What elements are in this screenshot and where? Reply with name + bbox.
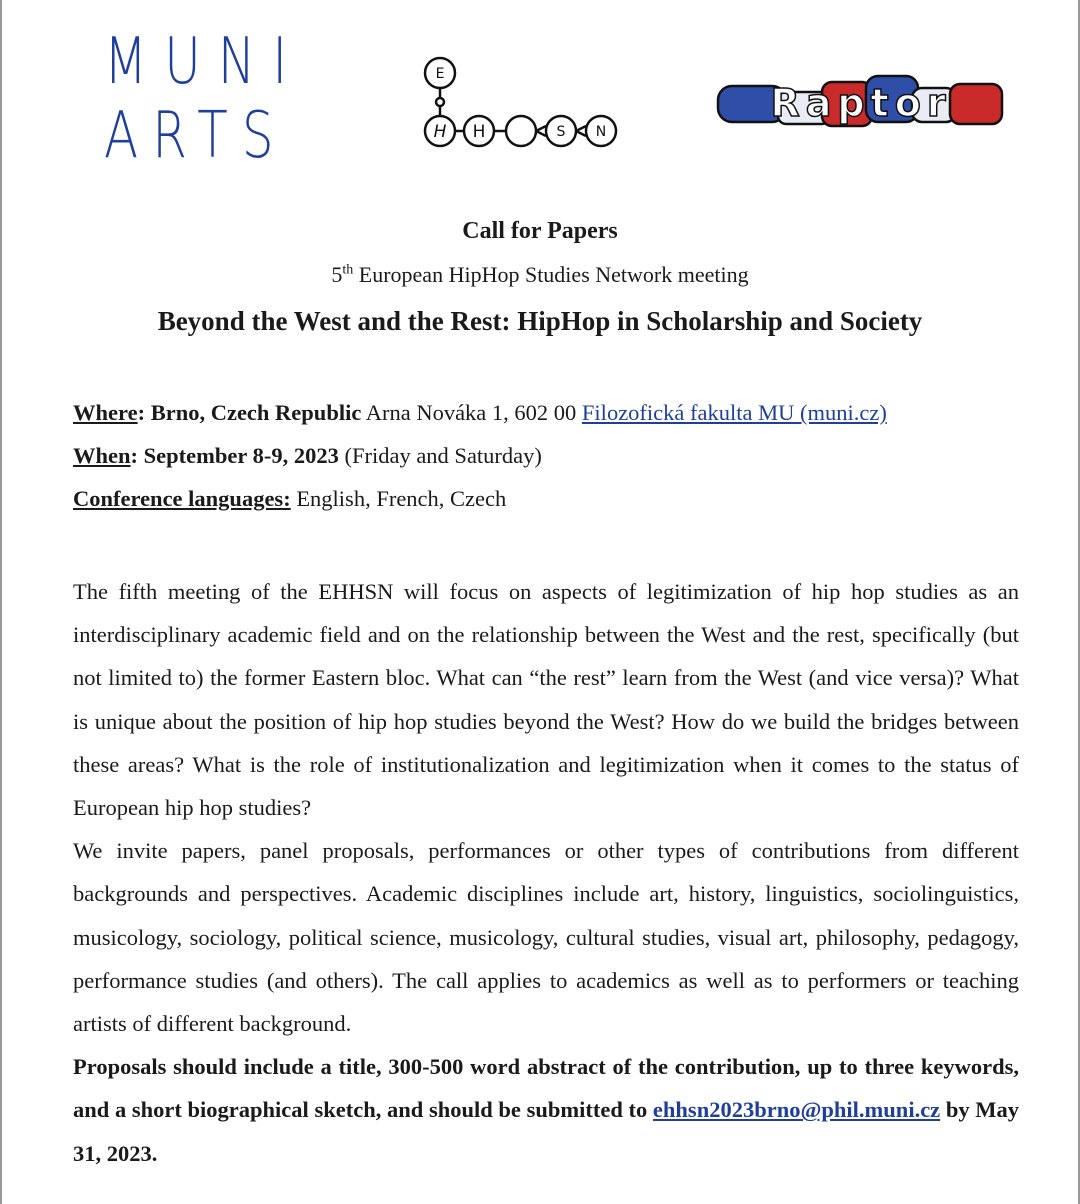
when-days: (Friday and Saturday) [338, 443, 542, 468]
languages-value: English, French, Czech [290, 486, 507, 511]
muni-logo-line2: ARTS [104, 99, 288, 173]
body-text [73, 570, 1019, 1175]
ehhsn-letter-h2: H [472, 122, 486, 142]
languages-line [73, 486, 506, 512]
where-label: Where [73, 400, 138, 425]
where-place: Brno, Czech Republic [145, 400, 362, 425]
meeting-subtitle [0, 262, 1080, 288]
call-for-papers-heading: Call for Papers [462, 218, 618, 244]
faculty-link[interactable]: Filozofická fakulta MU (muni.cz) [581, 400, 887, 425]
meeting-ordinal: th [342, 262, 354, 278]
paragraph-focus: The fifth meeting of the EHHSN will focus on aspects of legitimization of hip hop studies as an interdisciplinary academic field and on the relationship between the West and the rest, specifically (but not limited to) the former Eastern bloc. What can “the rest” learn from the West (and vice versa)? What is unique about the position of hip hop studies beyond the West? How do we build the bridges between these areas? What is the role of institutionalization and legitimization when it comes to the status of European hip hop studies? [73, 579, 1019, 821]
raptor-logo [716, 72, 1006, 132]
ehhsn-letter-n: N [595, 124, 607, 140]
paragraph-submission [73, 1045, 1019, 1175]
submission-text: Proposals should include a title, 300-500 word abstract of the contribution, up to three keywords, and a short biographical sketch, and should be submitted to [73, 1054, 1019, 1123]
ehhsn-logo [404, 50, 634, 160]
where-colon: : [137, 400, 146, 425]
when-line [73, 443, 542, 469]
paragraph-invitation: We invite papers, panel proposals, performances or other types of contributions from different backgrounds and perspectives. Academic disciplines include art, history, linguistics, sociolinguistics, musicology, sociology, political science, musicology, cultural studies, visual art, philosophy, pedagogy, performance studies (and others). The call applies to academics as well as to performers or teaching artists of different background. [73, 838, 1019, 1037]
meeting-number: 5 [331, 262, 343, 287]
muni-arts-logo [104, 25, 361, 173]
ehhsn-letter-s: S [556, 124, 566, 140]
when-label: When [73, 443, 131, 468]
submission-deadline: by May 31, 2023. [73, 1097, 1020, 1166]
where-line [73, 400, 887, 426]
when-colon: : [130, 443, 139, 468]
where-address: Arna Nováka 1, 602 00 [361, 400, 582, 425]
ehhsn-letter-e: E [435, 66, 445, 82]
submission-email-link[interactable]: ehhsn2023brno@phil.muni.cz [652, 1097, 941, 1123]
when-date: September 8-9, 2023 [138, 443, 339, 468]
ehhsn-letter-h1: H [433, 122, 447, 142]
conference-title: Beyond the West and the Rest: HipHop in Scholarship and Society [157, 306, 923, 336]
languages-label: Conference languages: [73, 486, 291, 511]
page-edge-left [0, 0, 2, 1204]
meeting-name: European HipHop Studies Network meeting [353, 262, 749, 287]
raptor-logo-text: Raptor [770, 81, 952, 125]
muni-logo-line1: MUNI [104, 25, 305, 99]
